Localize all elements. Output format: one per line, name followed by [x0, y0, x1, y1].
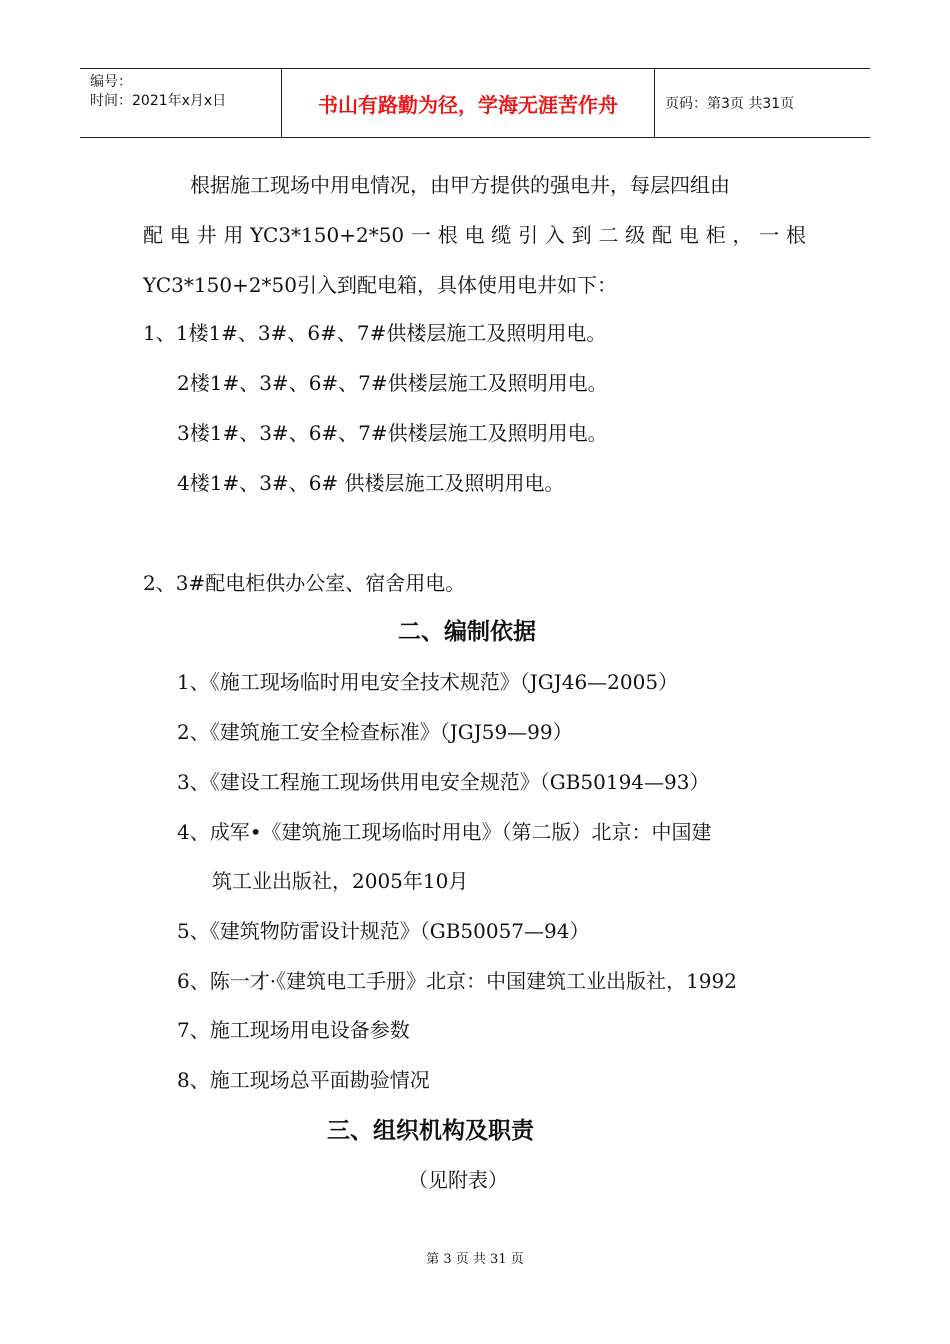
item-2: 2、3#配电柜供办公室、宿舍用电。 — [143, 571, 466, 595]
floor-item-1: 1、1楼1#、3#、6#、7#供楼层施工及照明用电。 — [143, 321, 607, 345]
header-page-cell — [654, 69, 870, 137]
appendix-note: （见附表） — [408, 1168, 508, 1192]
ref-item-6: 6、陈一才·《建筑电工手册》北京：中国建筑工业出版社，1992 — [177, 969, 737, 993]
ref-item-5: 5、《建筑物防雷设计规范》（GB50057—94） — [177, 919, 590, 943]
time-label: 时间：2021年x月x日 — [90, 93, 227, 109]
ref-item-7: 7、施工现场用电设备参数 — [177, 1018, 410, 1042]
floor-item-3: 3楼1#、3#、6#、7#供楼层施工及照明用电。 — [177, 421, 608, 445]
page-header — [80, 68, 870, 138]
section-3-title: 三、组织机构及职责 — [327, 1118, 534, 1144]
intro-line-2: 配电井用YC3*150+2*50一根电缆引入到二级配电柜，一根 — [143, 223, 806, 247]
intro-line-1: 根据施工现场中用电情况，由甲方提供的强电井，每层四组由 — [190, 173, 730, 197]
page-label: 页码：第3页 共31页 — [665, 96, 795, 112]
header-meta — [80, 69, 281, 137]
intro-line-3: YC3*150+2*50引入到配电箱，具体使用电井如下： — [143, 273, 617, 297]
floor-item-2: 2楼1#、3#、6#、7#供楼层施工及照明用电。 — [177, 371, 608, 395]
ref-item-1: 1、《施工现场临时用电安全技术规范》（JGJ46—2005） — [177, 670, 679, 694]
floor-item-4: 4楼1#、3#、6# 供楼层施工及照明用电。 — [177, 471, 565, 495]
number-label: 编号： — [90, 74, 132, 90]
ref-item-3: 3、《建设工程施工现场供用电安全规范》（GB50194—93） — [177, 770, 710, 794]
motto: 书山有路勤为径，学海无涯苦作舟 — [318, 92, 618, 117]
ref-item-2: 2、《建筑施工安全检查标准》（JGJ59—99） — [177, 720, 573, 744]
ref-item-8: 8、施工现场总平面勘验情况 — [177, 1068, 430, 1092]
page-footer: 第 3 页 共 31 页 — [426, 1252, 524, 1267]
section-2-title: 二、编制依据 — [398, 619, 536, 645]
header-motto-cell — [281, 69, 655, 137]
ref-item-4-cont: 筑工业出版社，2005年10月 — [212, 869, 469, 893]
ref-item-4: 4、成军•《建筑施工现场临时用电》（第二版）北京：中国建 — [177, 820, 712, 844]
